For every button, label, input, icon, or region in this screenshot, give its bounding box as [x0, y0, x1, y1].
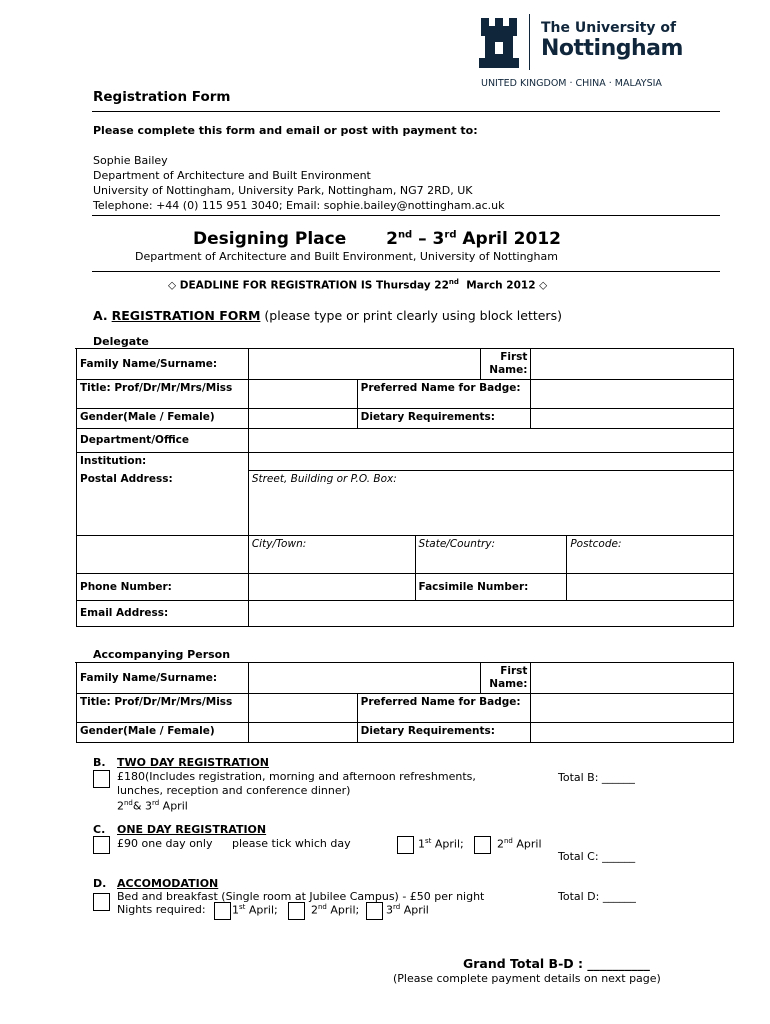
contact-name: Sophie Bailey: [93, 154, 168, 167]
preferred-name-field[interactable]: [531, 380, 734, 409]
contact-block: [93, 153, 505, 213]
fax-field[interactable]: [567, 574, 734, 601]
day1-checkbox[interactable]: [397, 836, 414, 854]
fax-label: Facsimile Number:: [415, 574, 567, 601]
phone-field[interactable]: [248, 574, 415, 601]
total-b[interactable]: Total B: ______: [558, 771, 635, 784]
logo-line2: Nottingham: [541, 36, 683, 61]
section-c-tick-hint: please tick which day: [232, 837, 351, 850]
acc-first-name-label: First Name:: [481, 663, 531, 694]
accompanying-table: [76, 662, 734, 743]
section-a-heading: A. REGISTRATION FORM (please type or print clearly using block letters): [93, 308, 562, 323]
event-title: Designing Place 2nd – 3rd April 2012: [193, 229, 561, 249]
acc-title-label: Title: Prof/Dr/Mr/Mrs/Miss: [77, 694, 249, 723]
night3-checkbox[interactable]: [366, 902, 383, 920]
delegate-heading: Delegate: [93, 335, 149, 348]
email-field[interactable]: [248, 601, 733, 627]
section-d-title: ACCOMODATION: [117, 877, 219, 890]
department-field[interactable]: [248, 429, 733, 453]
acc-preferred-name-label: Preferred Name for Badge:: [357, 694, 531, 723]
street-field[interactable]: Street, Building or P.O. Box:: [248, 471, 733, 536]
contact-phone-email: Telephone: +44 (0) 115 951 3040; Email: sophie.bailey@nottingham.ac.uk: [93, 199, 505, 212]
logo-tagline: UNITED KINGDOM · CHINA · MALAYSIA: [481, 78, 662, 89]
acc-gender-field[interactable]: [248, 723, 357, 743]
night1-checkbox[interactable]: [214, 902, 231, 920]
email-label: Email Address:: [77, 601, 249, 627]
acc-family-name-field[interactable]: [248, 663, 481, 694]
grand-total[interactable]: Grand Total B-D : __________: [463, 956, 650, 971]
contact-address: University of Nottingham, University Park, Nottingham, NG7 2RD, UK: [93, 184, 473, 197]
day2-label: 2nd April: [497, 837, 542, 851]
night2-checkbox[interactable]: [288, 902, 305, 920]
castle-icon: [477, 18, 521, 70]
accompanying-heading: Accompanying Person: [93, 648, 231, 661]
one-day-checkbox[interactable]: [93, 836, 110, 854]
night2-label: 2nd April;: [311, 903, 360, 917]
section-a-subtitle: (please type or print clearly using block letters): [264, 308, 562, 323]
day2-checkbox[interactable]: [474, 836, 491, 854]
two-day-checkbox[interactable]: [93, 770, 110, 788]
gender-field[interactable]: [248, 409, 357, 429]
state-field[interactable]: State/Country:: [415, 536, 567, 574]
logo-line1: The University of: [541, 20, 677, 36]
dietary-label: Dietary Requirements:: [357, 409, 531, 429]
acc-preferred-name-field[interactable]: [531, 694, 734, 723]
delegate-table-top: [76, 348, 734, 429]
deadline-notice: ◇ DEADLINE FOR REGISTRATION IS Thursday 22nd March 2012 ◇: [168, 278, 548, 292]
section-b-title: TWO DAY REGISTRATION: [117, 756, 270, 769]
gender-label: Gender(Male / Female): [77, 409, 249, 429]
postal-address-spacer: [77, 536, 249, 574]
total-c[interactable]: Total C: ______: [558, 850, 636, 863]
total-d[interactable]: Total D: ______: [558, 890, 636, 903]
phone-label: Phone Number:: [77, 574, 249, 601]
section-c-letter: C.: [93, 823, 106, 836]
acc-dietary-field[interactable]: [531, 723, 734, 743]
postcode-field[interactable]: Postcode:: [567, 536, 734, 574]
section-b-description: £180(Includes registration, morning and afternoon refreshments, lunches, reception and conference dinner) 2nd& 3rd April: [117, 770, 476, 813]
acc-family-name-label: Family Name/Surname:: [77, 663, 249, 694]
delegate-table-bottom: [76, 428, 734, 627]
section-d-description: Bed and breakfast (Single room at Jubilee Campus) - £50 per night: [117, 890, 485, 903]
title-label: Title: Prof/Dr/Mr/Mrs/Miss: [77, 380, 249, 409]
institution-field[interactable]: [248, 453, 733, 471]
night1-label: 1st April;: [232, 903, 278, 917]
dietary-field[interactable]: [531, 409, 734, 429]
day1-label: 1st April;: [418, 837, 464, 851]
event-venue: Department of Architecture and Built Environment, University of Nottingham: [135, 250, 558, 263]
section-b-letter: B.: [93, 756, 106, 769]
instruction-text: Please complete this form and email or post with payment to:: [93, 124, 478, 137]
section-c-title: ONE DAY REGISTRATION: [117, 823, 267, 836]
department-label: Department/Office: [77, 429, 249, 453]
acc-title-field[interactable]: [248, 694, 357, 723]
first-name-label: First Name:: [481, 349, 531, 380]
section-d-letter: D.: [93, 877, 107, 890]
institution-label: Institution:: [77, 453, 249, 471]
acc-dietary-label: Dietary Requirements:: [357, 723, 531, 743]
acc-first-name-field[interactable]: [531, 663, 734, 694]
night3-label: 3rd April: [386, 903, 429, 917]
preferred-name-label: Preferred Name for Badge:: [357, 380, 531, 409]
university-logo: [477, 14, 682, 94]
family-name-field[interactable]: [248, 349, 481, 380]
title-field[interactable]: [248, 380, 357, 409]
acc-gender-label: Gender(Male / Female): [77, 723, 249, 743]
event-name: Designing Place: [193, 229, 347, 249]
family-name-label: Family Name/Surname:: [77, 349, 249, 380]
contact-dept: Department of Architecture and Built Environment: [93, 169, 371, 182]
first-name-field[interactable]: [531, 349, 734, 380]
postal-address-label: Postal Address:: [77, 471, 249, 536]
form-title: Registration Form: [93, 89, 231, 105]
accommodation-checkbox[interactable]: [93, 893, 110, 911]
payment-note: (Please complete payment details on next page): [393, 972, 661, 985]
nights-label: Nights required:: [117, 903, 206, 916]
section-c-price: £90 one day only: [117, 837, 213, 850]
city-field[interactable]: City/Town:: [248, 536, 415, 574]
section-a-title: REGISTRATION FORM: [111, 308, 261, 323]
